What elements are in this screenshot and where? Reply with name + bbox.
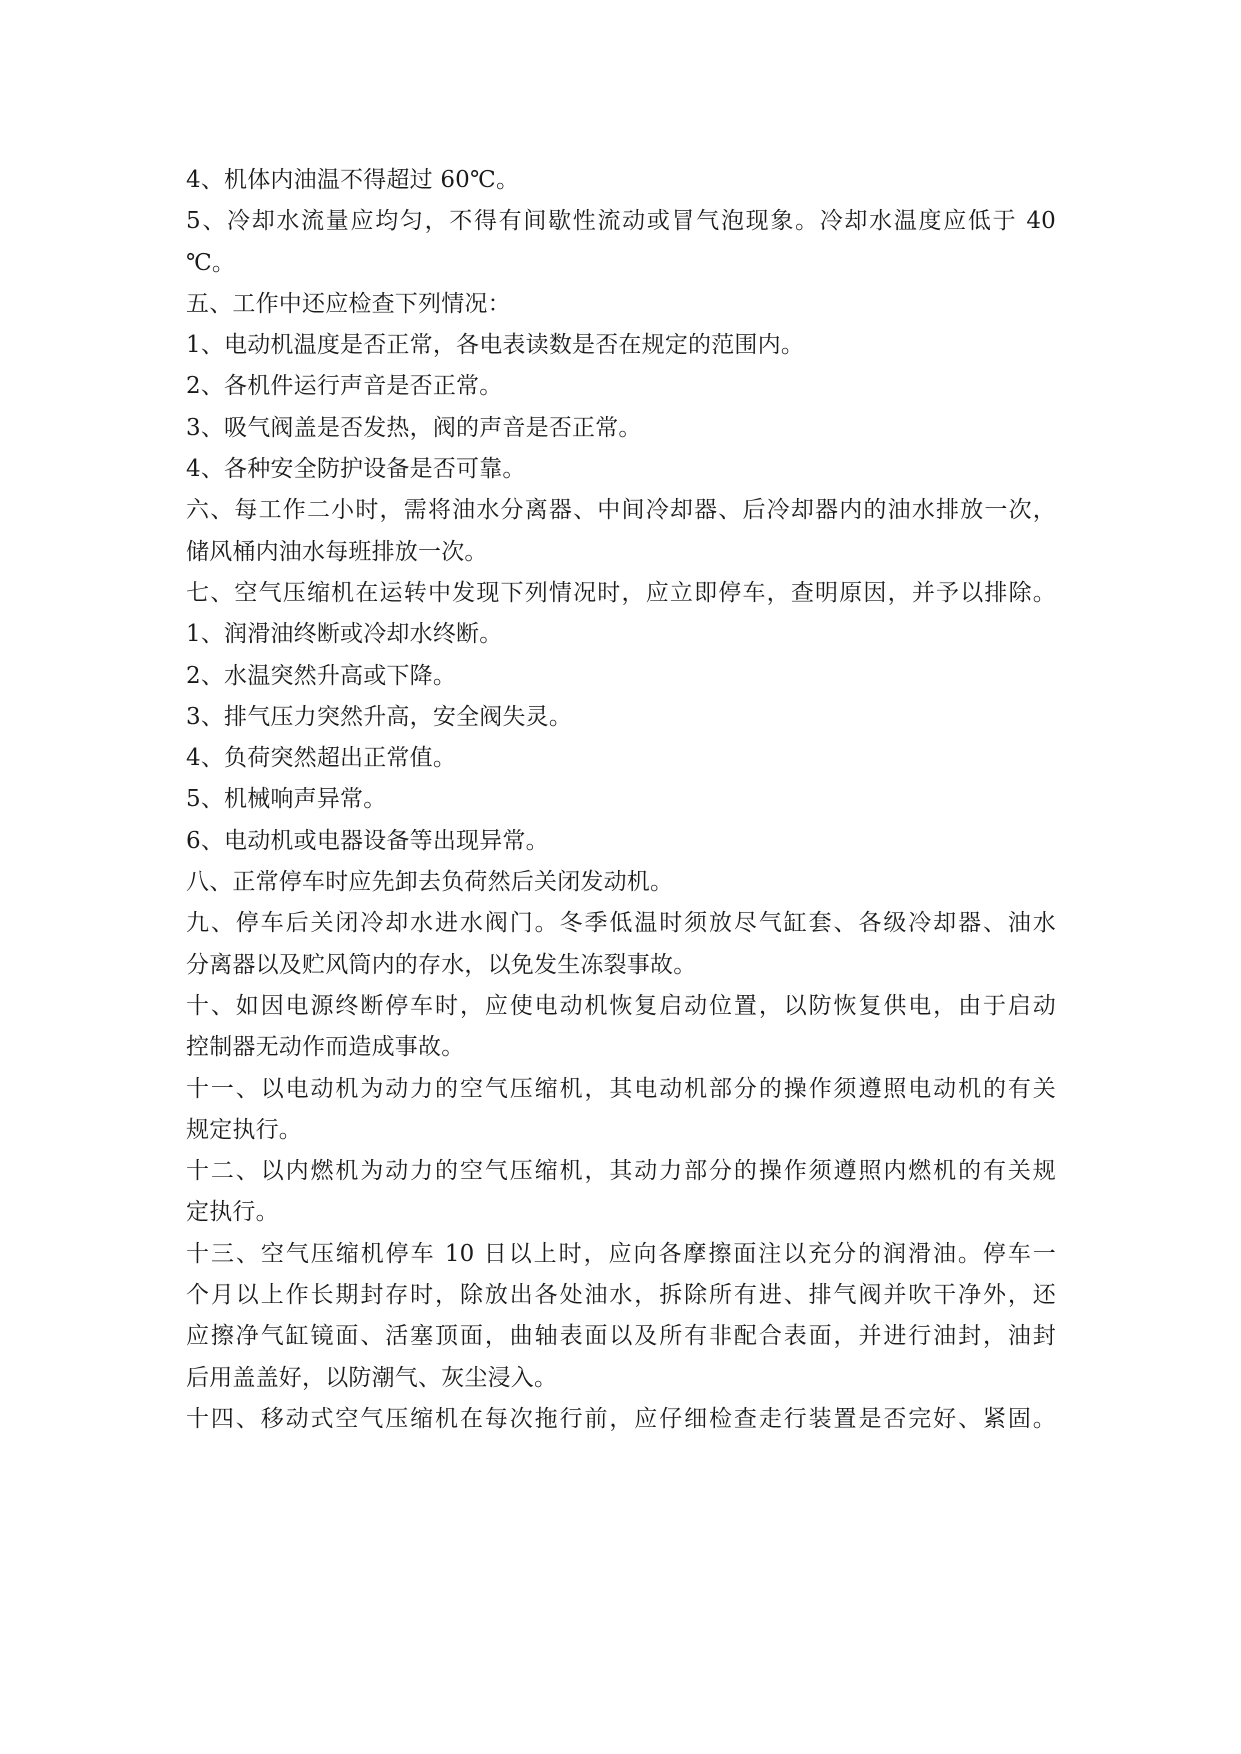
text-line: 5、冷却水流量应均匀，不得有间歇性流动或冒气泡现象。冷却水温度应低于 40 xyxy=(186,208,1056,235)
text-line: 规定执行。 xyxy=(186,1116,302,1143)
document-body xyxy=(186,160,1056,1440)
text-line: 储风桶内油水每班排放一次。 xyxy=(186,538,488,565)
text-line: 4、各种安全防护设备是否可靠。 xyxy=(186,456,526,483)
section-heading: 十三、空气压缩机停车 10 日以上时，应向各摩擦面注以充分的润滑油。停车一 xyxy=(186,1240,1056,1267)
section-heading: 十二、以内燃机为动力的空气压缩机，其动力部分的操作须遵照内燃机的有关规 xyxy=(186,1158,1056,1185)
text-line: 1、电动机温度是否正常，各电表读数是否在规定的范围内。 xyxy=(186,332,805,359)
text-line: 3、排气压力突然升高，安全阀失灵。 xyxy=(186,703,573,730)
text-line: 分离器以及贮风筒内的存水，以免发生冻裂事故。 xyxy=(186,951,697,978)
text-line: 4、机体内油温不得超过 60℃。 xyxy=(186,167,520,193)
text-line: 定执行。 xyxy=(186,1199,279,1226)
text-line: 2、各机件运行声音是否正常。 xyxy=(186,373,503,400)
section-heading: 十四、移动式空气压缩机在每次拖行前，应仔细检查走行装置是否完好、紧固。 xyxy=(186,1405,1056,1432)
section-heading: 七、空气压缩机在运转中发现下列情况时，应立即停车，查明原因，并予以排除。 xyxy=(186,579,1056,606)
text-line: 应擦净气缸镜面、活塞顶面，曲轴表面以及所有非配合表面，并进行油封，油封 xyxy=(186,1323,1056,1350)
text-line: 控制器无动作而造成事故。 xyxy=(186,1034,465,1061)
section-heading: 十、如因电源终断停车时，应使电动机恢复启动位置，以防恢复供电，由于启动 xyxy=(186,992,1056,1019)
text-line: 1、润滑油终断或冷却水终断。 xyxy=(186,621,503,648)
text-line: 4、负荷突然超出正常值。 xyxy=(186,745,457,772)
section-heading: 八、正常停车时应先卸去负荷然后关闭发动机。 xyxy=(186,869,674,896)
text-line: 后用盖盖好，以防潮气、灰尘浸入。 xyxy=(186,1364,558,1391)
text-line: 6、电动机或电器设备等出现异常。 xyxy=(186,827,549,854)
text-line: 3、吸气阀盖是否发热，阀的声音是否正常。 xyxy=(186,414,642,441)
text-line: 2、水温突然升高或下降。 xyxy=(186,662,457,689)
text-line: ℃。 xyxy=(186,249,236,276)
section-heading: 六、每工作二小时，需将油水分离器、中间冷却器、后冷却器内的油水排放一次， xyxy=(186,497,1056,524)
section-heading: 九、停车后关闭冷却水进水阀门。冬季低温时须放尽气缸套、各级冷却器、油水 xyxy=(186,910,1056,937)
section-heading: 十一、以电动机为动力的空气压缩机，其电动机部分的操作须遵照电动机的有关 xyxy=(186,1075,1056,1102)
section-heading: 五、工作中还应检查下列情况： xyxy=(186,290,511,317)
text-line: 5、机械响声异常。 xyxy=(186,786,387,813)
text-line: 个月以上作长期封存时，除放出各处油水，拆除所有进、排气阀并吹干净外，还 xyxy=(186,1282,1056,1309)
